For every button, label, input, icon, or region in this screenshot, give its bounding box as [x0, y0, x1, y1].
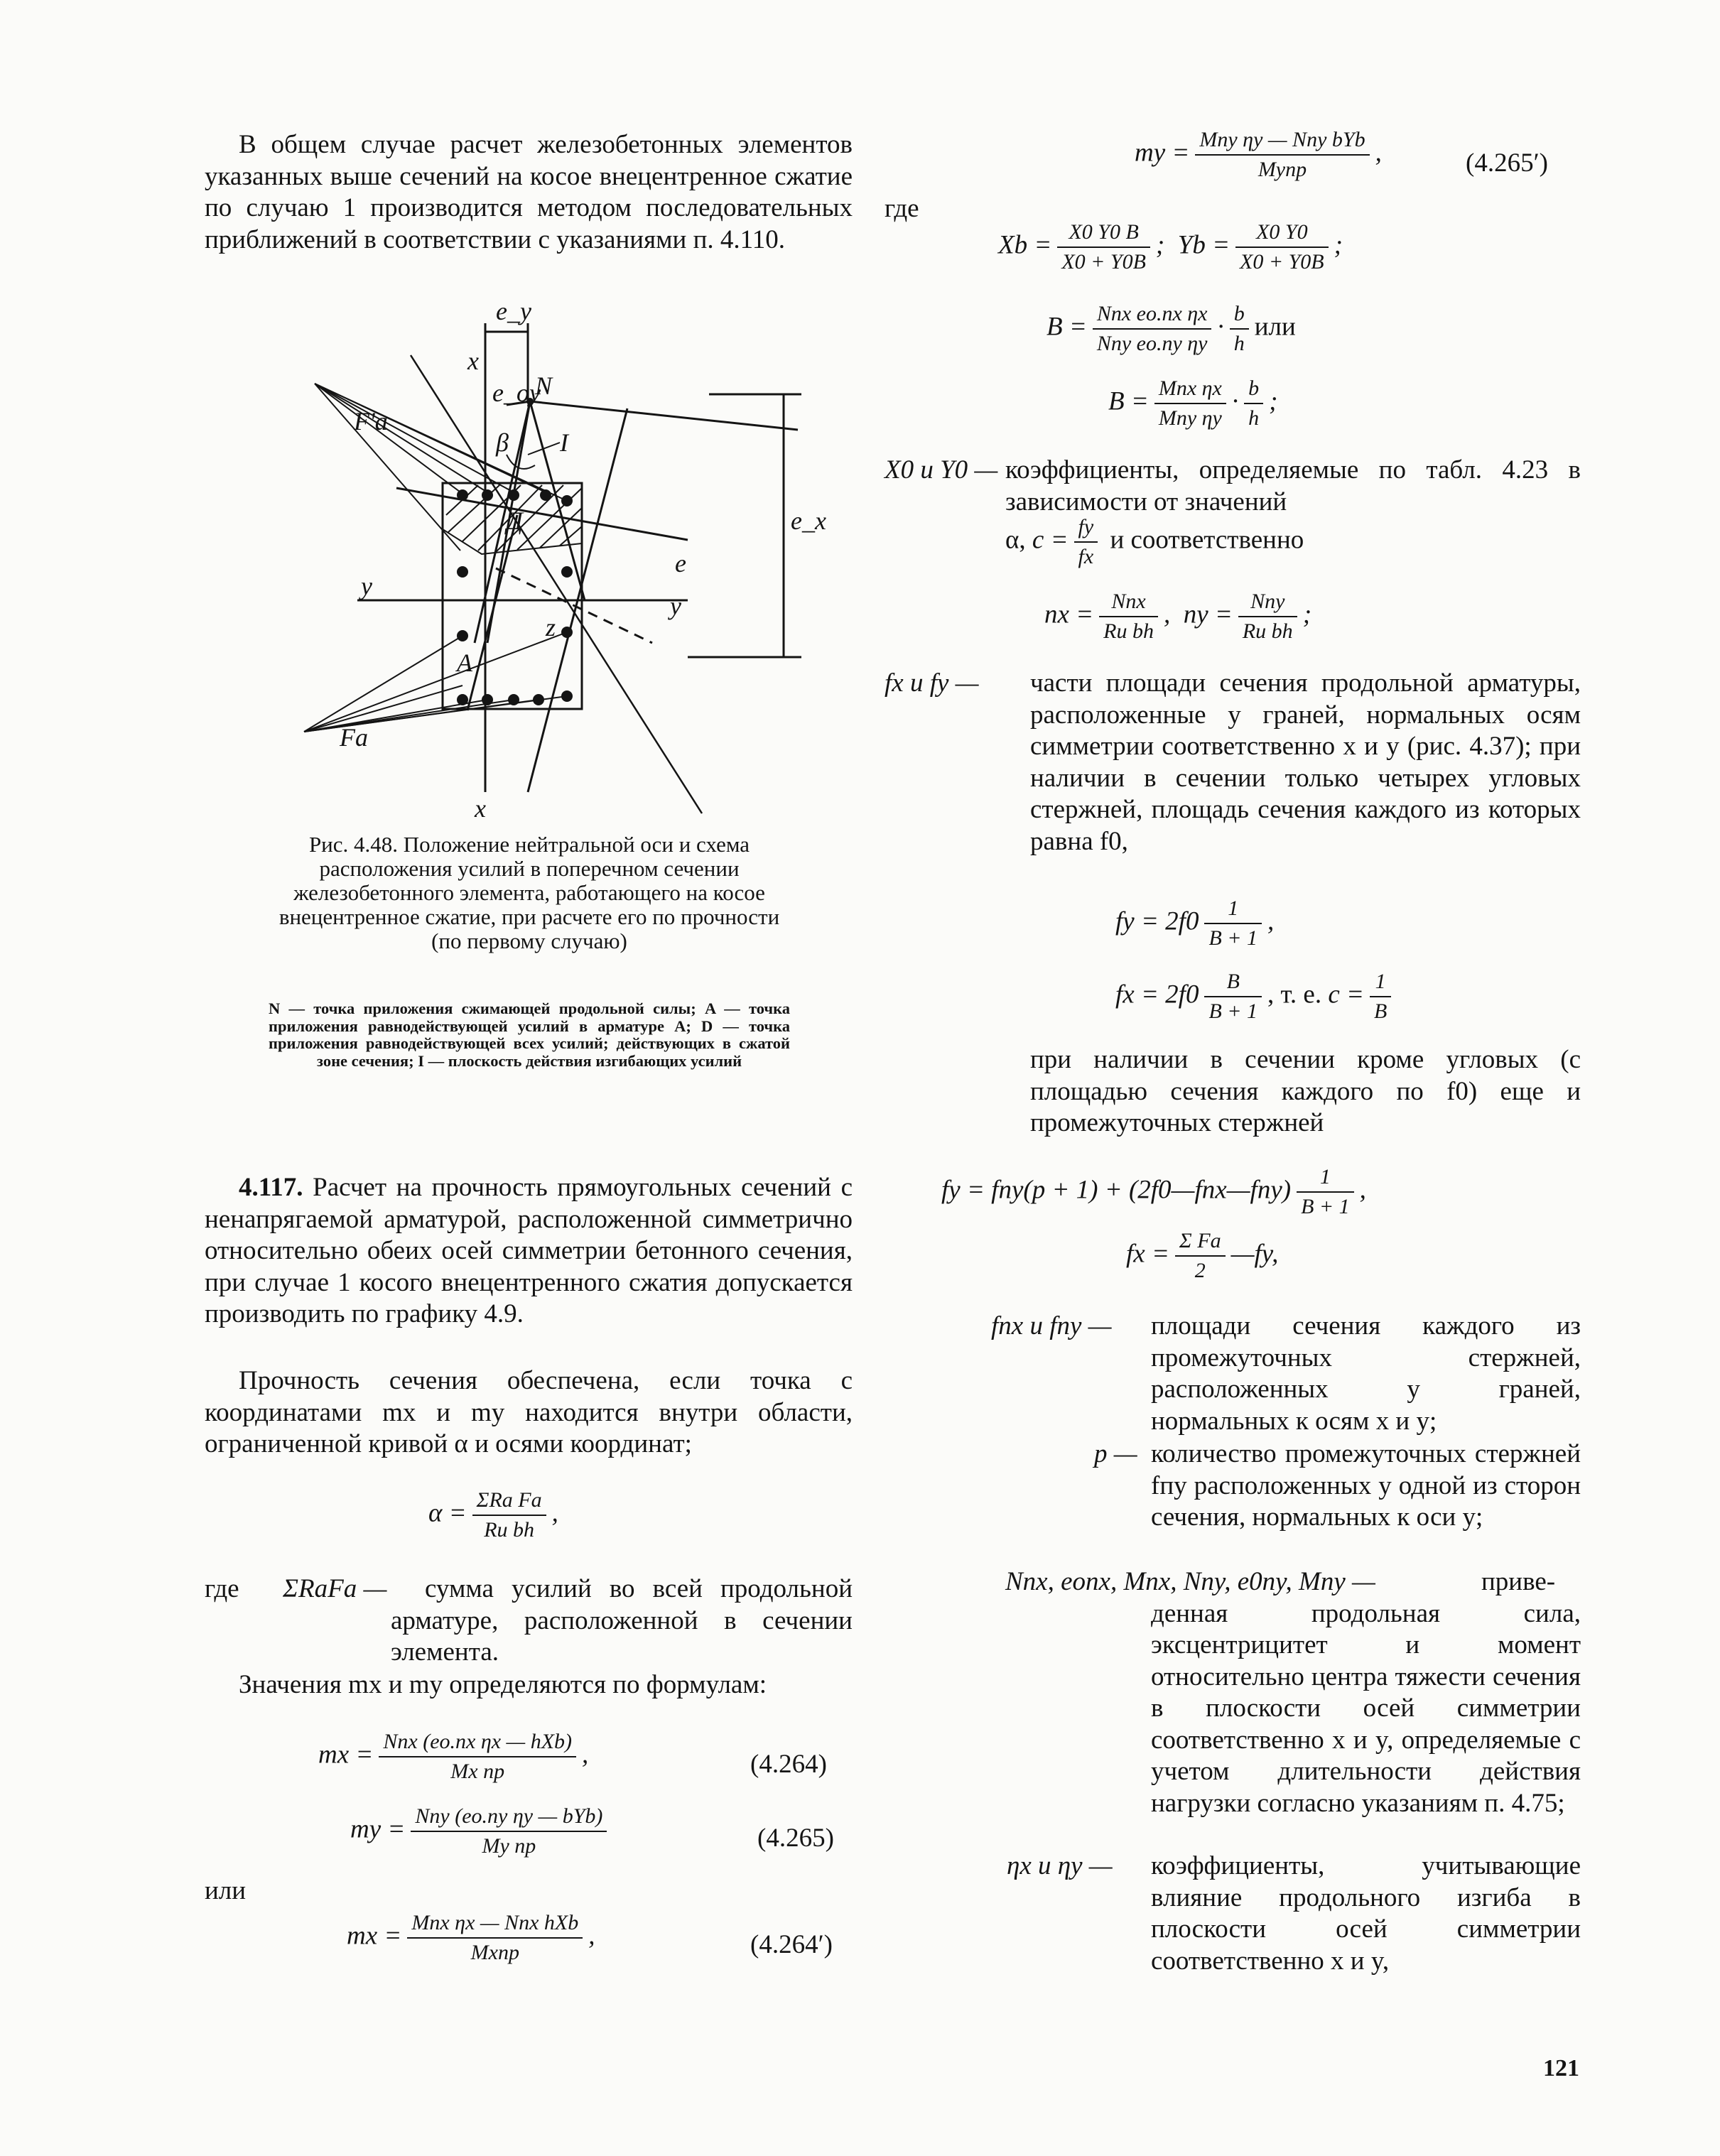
equation-fy1: fy = 2f0 $\frac{1}{B + 1}$ , [1115, 896, 1275, 950]
label-x-top: x [467, 347, 479, 375]
definition-term: p — [1094, 1439, 1137, 1468]
label-D: Д [507, 507, 523, 535]
equation-B1: B = $\frac{\text{Nпx eo.пx ηx}}{\text{Nпy eo.пy ηy}}$ · $\frac{b}{h}$ или [1046, 302, 1296, 355]
definition-term: ΣRaFa — [283, 1574, 387, 1603]
definition-text: площади сечения каждого из промежуточных стержней, расположенных у граней, нормальных к осям x и y; [1151, 1311, 1581, 1436]
definition-text: количество промежуточных стержней fпy расположенных у одной из сторон сечения, нормальных к оси y; [1151, 1439, 1581, 1532]
definition-text: коэффициенты, учитывающие влияние продольного изгиба в плоскости осей симметрии соответственно x и y, [1151, 1851, 1581, 1976]
equation-B2: B = $\frac{\text{Mпx ηx}}{\text{Mпy ηy}}$ · $\frac{b}{h}$ ; [1108, 377, 1278, 430]
equation-n: nx = $\frac{\text{Nпx}}{\text{Rи bh}}$ , ny = $\frac{\text{Nпy}}{\text{Rи bh}}$ ; [1044, 590, 1312, 643]
figure-4-48 [261, 297, 826, 823]
definition-text: коэффициенты, определяемые по табл. 4.23 в зависимости от значений [1005, 455, 1581, 516]
figure-note: N — точка приложения сжимающей продольной силы; A — точка приложения равнодействующей усилий в арматуре A; D — точка приложения равнодействующей всех усилий; действующих в сжатой зоне сечения; I — плоскость действия изгибающих усилий [269, 1000, 790, 1070]
paragraph-4-117-text: Расчет на прочность прямоугольных сечений с ненапрягаемой арматурой, расположенной симметрично относительно обеих осей симметрии бетонного сечения, при случае 1 косого внецентренного сжатия допускается производить по графику 4.9. [205, 1173, 853, 1328]
label-y-left: y [361, 572, 372, 600]
definition-fxfy [885, 668, 1581, 902]
label-beta: β [496, 428, 509, 457]
definition-term: X0 и Y0 — [885, 455, 998, 484]
equation-c: α, c = $\frac{fy}{fx}$ и соответственно [1005, 515, 1304, 568]
definition-term: Nпx, eопx, Mпx, Nпy, e0пy, Mпy — [1005, 1567, 1375, 1596]
definition-X0Y0 [885, 455, 1581, 519]
equation-number-4-264: (4.264) [750, 1750, 827, 1779]
paragraph-intro: В общем случае расчет железобетонных элементов указанных выше сечений на косое внецентренное сжатие по случаю 1 производится методом последовательных приближений в соответствии с указаниями п. 4.110. [205, 130, 853, 254]
equation-fy2: fy = fпy(p + 1) + (2f0—fпx—fпy) $\frac{1}{B + 1}$ , [941, 1165, 1366, 1218]
section-number: 4.117. [239, 1173, 303, 1202]
paragraph-values: Значения mx и my определяются по формулам: [239, 1670, 767, 1699]
where-label-2: где [885, 194, 919, 223]
label-z: z [546, 613, 556, 641]
equation-Xb-Yb: Xb = $\frac{X0 Y0 B}{X0 + Y0B}$ ; Yb = $\frac{X0 Y0}{X0 + Y0B}$ ; [998, 220, 1343, 273]
definition-term: ηx и ηy — [1007, 1851, 1113, 1880]
definition-N [885, 1566, 1581, 1851]
equation-4-264: mx = $\frac{\text{Nпx (eo.пx ηx — hXb)}}{\text{Mx пр}}$ , [318, 1730, 589, 1783]
equation-number-4-265-prime: (4.265′) [1466, 148, 1548, 178]
definition-eta [885, 1851, 1581, 1993]
paragraph-corner-bars: при наличии в сечении кроме угловых (с площадью сечения каждого по f0) еще и промежуточных стержней [1030, 1045, 1581, 1137]
definition-p [885, 1439, 1581, 1566]
label-eoy: e_oy [492, 379, 541, 407]
definition-text-first: приве- [1481, 1567, 1556, 1596]
equation-4-265-prime: my = $\frac{\text{Mпy ηy — Nпy bYb}}{\text{Myпр}}$ , [1135, 128, 1382, 181]
paragraph-strength: Прочность сечения обеспечена, если точка с координатами mx и my находится внутри области, ограниченной кривой α и осями координат; [205, 1366, 853, 1458]
label-Fa-bottom: Fa [340, 723, 368, 752]
paragraph-4-117 [205, 1172, 853, 1331]
definition-fnx [885, 1311, 1581, 1439]
definition-text: сумма усилий во всей продольной арматуре, расположенной в сечении элемента. [391, 1574, 853, 1667]
equation-4-265: my = $\frac{\text{Nпy (eo.пy ηy — bYb)}}{\text{My пр}}$ [350, 1804, 612, 1858]
equation-alpha: α = $\frac{\text{ΣRa Fa}}{\text{Rи bh}}$ , [428, 1488, 558, 1542]
or-label: или [205, 1876, 247, 1905]
equation-number-4-264-prime: (4.264′) [750, 1930, 833, 1959]
label-ey: e_y [496, 297, 531, 325]
equation-fx1: fx = 2f0 $\frac{B}{B + 1}$ , т. е. c = $\frac{1}{B}$ [1115, 970, 1397, 1024]
label-ex: e_x [791, 507, 826, 535]
definition-text: денная продольная сила, эксцентрицитет и момент относительно центра тяжести сечения в плоскости осей симметрии соответственно x и y, определяемые с учетом длительности действия нагрузки согласно указаниям п. 4.75; [1151, 1598, 1581, 1818]
label-N: N [535, 372, 553, 400]
label-y-right: y [670, 592, 681, 620]
definition-sumRaFa [205, 1573, 853, 1673]
figure-caption: Рис. 4.48. Положение нейтральной оси и схема расположения усилий в поперечном сечении железобетонного элемента, работающего на косое внецентренное сжатие, при расчете его по прочности (по первому случаю) [278, 832, 780, 953]
definition-text: части площади сечения продольной арматуры, расположенные у граней, нормальных осям симметрии соответственно x и y (рис. 4.37); при наличии в сечении только четырех угловых стержней, площадь сечения каждого из которых равна f0, [1030, 668, 1581, 856]
page-number: 121 [1543, 2055, 1579, 2081]
equation-4-264-prime: mx = $\frac{\text{Mпx ηx — Nпx hXb}}{\text{Mxпр}}$ , [347, 1911, 595, 1964]
label-one: I [560, 428, 568, 457]
force-plane [411, 355, 702, 813]
label-Fa-top: F'a [354, 407, 388, 435]
equation-number-4-265: (4.265) [757, 1824, 834, 1853]
definition-term: fпx и fпy — [991, 1311, 1112, 1340]
label-A: A [457, 649, 472, 677]
definition-term: fx и fy — [885, 668, 979, 698]
label-e: e [675, 549, 686, 578]
where-label: где [205, 1574, 239, 1603]
dim-z [467, 515, 517, 710]
label-x-bottom: x [475, 794, 486, 823]
equation-fx2: fx = $\frac{\text{Σ Fa}}{2}$ —fy, [1126, 1229, 1279, 1282]
